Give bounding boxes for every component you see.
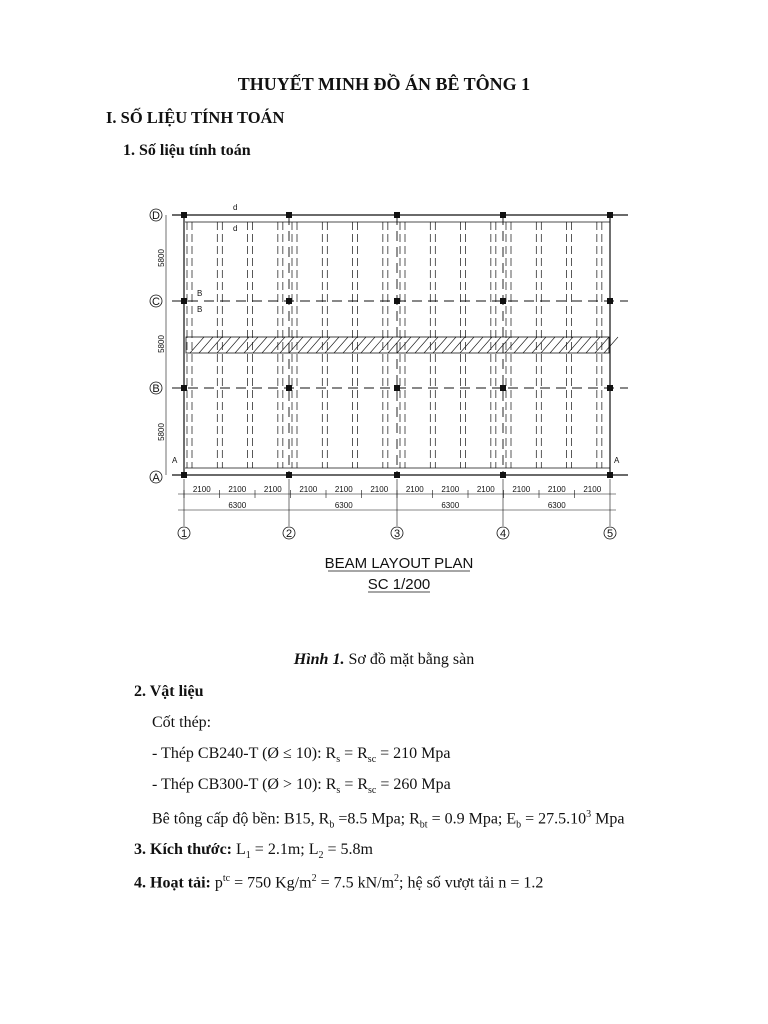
hatch-line <box>577 337 591 353</box>
svg-text:D: D <box>152 210 160 222</box>
svg-text:C: C <box>152 296 160 308</box>
axis-row-a <box>150 471 162 484</box>
hatch-line <box>586 337 600 353</box>
hatch-line <box>397 337 411 353</box>
sub-span-label: 2100 <box>263 485 282 494</box>
hatch-line <box>442 337 456 353</box>
hatch-line <box>451 337 465 353</box>
plan-scale: SC 1/200 <box>367 576 431 593</box>
beam-mark-b-1: B <box>197 289 203 298</box>
beam-mark-a-1: A <box>172 456 178 465</box>
beam-mark-b-2: B <box>197 305 203 314</box>
column <box>607 472 613 478</box>
sub-span-label: 2100 <box>228 485 247 494</box>
column <box>286 385 292 391</box>
hatch-line <box>370 337 384 353</box>
hatch-line <box>217 337 231 353</box>
row-spacing-2: 5800 <box>157 335 166 353</box>
column <box>286 472 292 478</box>
hatch-line <box>316 337 330 353</box>
row-spacing-1: 5800 <box>157 249 166 267</box>
column <box>607 298 613 304</box>
column <box>500 212 506 218</box>
section-heading: I. SỐ LIỆU TÍNH TOÁN <box>106 108 285 127</box>
hatch-line <box>226 337 240 353</box>
hatch-line <box>568 337 582 353</box>
hatch-line <box>478 337 492 353</box>
hatch-line <box>532 337 546 353</box>
beam-mark-d-2: d <box>233 224 238 233</box>
hatch-line <box>469 337 483 353</box>
beam-layout-plan <box>140 196 640 606</box>
sub-span-label: 2100 <box>476 485 495 494</box>
hatch-line <box>244 337 258 353</box>
caption-text: Sơ đồ mặt bằng sàn <box>344 651 475 668</box>
hatch-line <box>559 337 573 353</box>
svg-text:B: B <box>152 383 160 395</box>
axis-col-label: 2 <box>285 528 293 540</box>
bay-span-label: 6300 <box>441 501 460 510</box>
bay-span-label: 6300 <box>334 501 353 510</box>
hatch-line <box>352 337 366 353</box>
hatch-line <box>199 337 213 353</box>
axis-row-b <box>150 382 162 395</box>
column <box>607 385 613 391</box>
hatch-line <box>460 337 474 353</box>
bay-span-label: 6300 <box>547 501 566 510</box>
concrete-grade: Bê tông cấp độ bền: B15, $R_b =8.5$ Mpa; $R_{bt} = 0.9$ Mpa; $E_b = 27.5.10^3$ Mpa <box>152 809 625 831</box>
svg-text:A: A <box>152 472 160 484</box>
column <box>500 298 506 304</box>
sub-span-label: 2100 <box>547 485 566 494</box>
hatch-line <box>235 337 249 353</box>
sub-span-label: 2100 <box>299 485 318 494</box>
sub-span-label: 2100 <box>405 485 424 494</box>
materials-heading: 2. Vật liệu <box>134 683 204 700</box>
hatch-line <box>307 337 321 353</box>
hatch-line <box>343 337 357 353</box>
rebar-label: Cốt thép: <box>152 714 212 731</box>
column <box>500 472 506 478</box>
sub-span-label: 2100 <box>192 485 211 494</box>
sub-span-label: 2100 <box>512 485 531 494</box>
document-title: THUYẾT MINH ĐỒ ÁN BÊ TÔNG 1 <box>237 74 531 94</box>
hatch-line <box>523 337 537 353</box>
sub-span-label: 2100 <box>583 485 602 494</box>
hatch-line <box>406 337 420 353</box>
hatch-line <box>424 337 438 353</box>
sub-span-label: 2100 <box>370 485 389 494</box>
axis-col-label: 3 <box>393 528 401 540</box>
axis-col-label: 5 <box>606 528 614 540</box>
column <box>181 385 187 391</box>
column <box>181 212 187 218</box>
live-load-line: 4. Hoạt tải: $p^{tc} = 750$ $Kg/m^2 = 7.5$ $kN/m^2$; hệ số vượt tải n = 1.2 <box>134 873 544 892</box>
hatch-line <box>379 337 393 353</box>
steel-cb240: - Thép CB240-T (Ø ≤ 10): $R_s = R_{sc} = 210$ Mpa <box>152 745 451 766</box>
hatch-line <box>550 337 564 353</box>
hatch-line <box>505 337 519 353</box>
column <box>286 298 292 304</box>
caption-label: Hình 1. <box>293 651 345 668</box>
column <box>181 298 187 304</box>
column <box>181 472 187 478</box>
sub-span-label: 2100 <box>334 485 353 494</box>
hatch-line <box>604 337 618 353</box>
axis-row-c <box>150 295 162 308</box>
hatch-line <box>514 337 528 353</box>
subsection-heading: 1. Số liệu tính toán <box>123 142 251 159</box>
steel-cb300: - Thép CB300-T (Ø > 10): $R_s = R_{sc} = 260$ Mpa <box>152 776 451 797</box>
row-spacing-3: 5800 <box>157 423 166 441</box>
sub-span-label: 2100 <box>441 485 460 494</box>
column <box>394 212 400 218</box>
column <box>500 385 506 391</box>
hatch-line <box>541 337 555 353</box>
hatch-line <box>361 337 375 353</box>
hatch-line <box>253 337 267 353</box>
column <box>607 212 613 218</box>
dimensions-line: 3. Kích thước: $L_1 = 2.1m$; $L_2 = 5.8m$ <box>134 841 373 862</box>
hatch-line <box>415 337 429 353</box>
column <box>394 298 400 304</box>
column <box>394 385 400 391</box>
beam-mark-d-1: d <box>233 203 238 212</box>
axis-row-d <box>150 209 162 222</box>
beam-mark-a-2: A <box>614 456 620 465</box>
axis-col-label: 4 <box>499 528 507 540</box>
hatch-line <box>208 337 222 353</box>
hatch-line <box>487 337 501 353</box>
column <box>394 472 400 478</box>
hatch-line <box>334 337 348 353</box>
axis-col-label: 1 <box>180 528 188 540</box>
column <box>286 212 292 218</box>
hatch-line <box>289 337 303 353</box>
hatch-line <box>262 337 276 353</box>
hatch-line <box>298 337 312 353</box>
plan-title: BEAM LAYOUT PLAN <box>324 555 474 572</box>
figure-caption <box>0 651 768 669</box>
bay-span-label: 6300 <box>228 501 247 510</box>
